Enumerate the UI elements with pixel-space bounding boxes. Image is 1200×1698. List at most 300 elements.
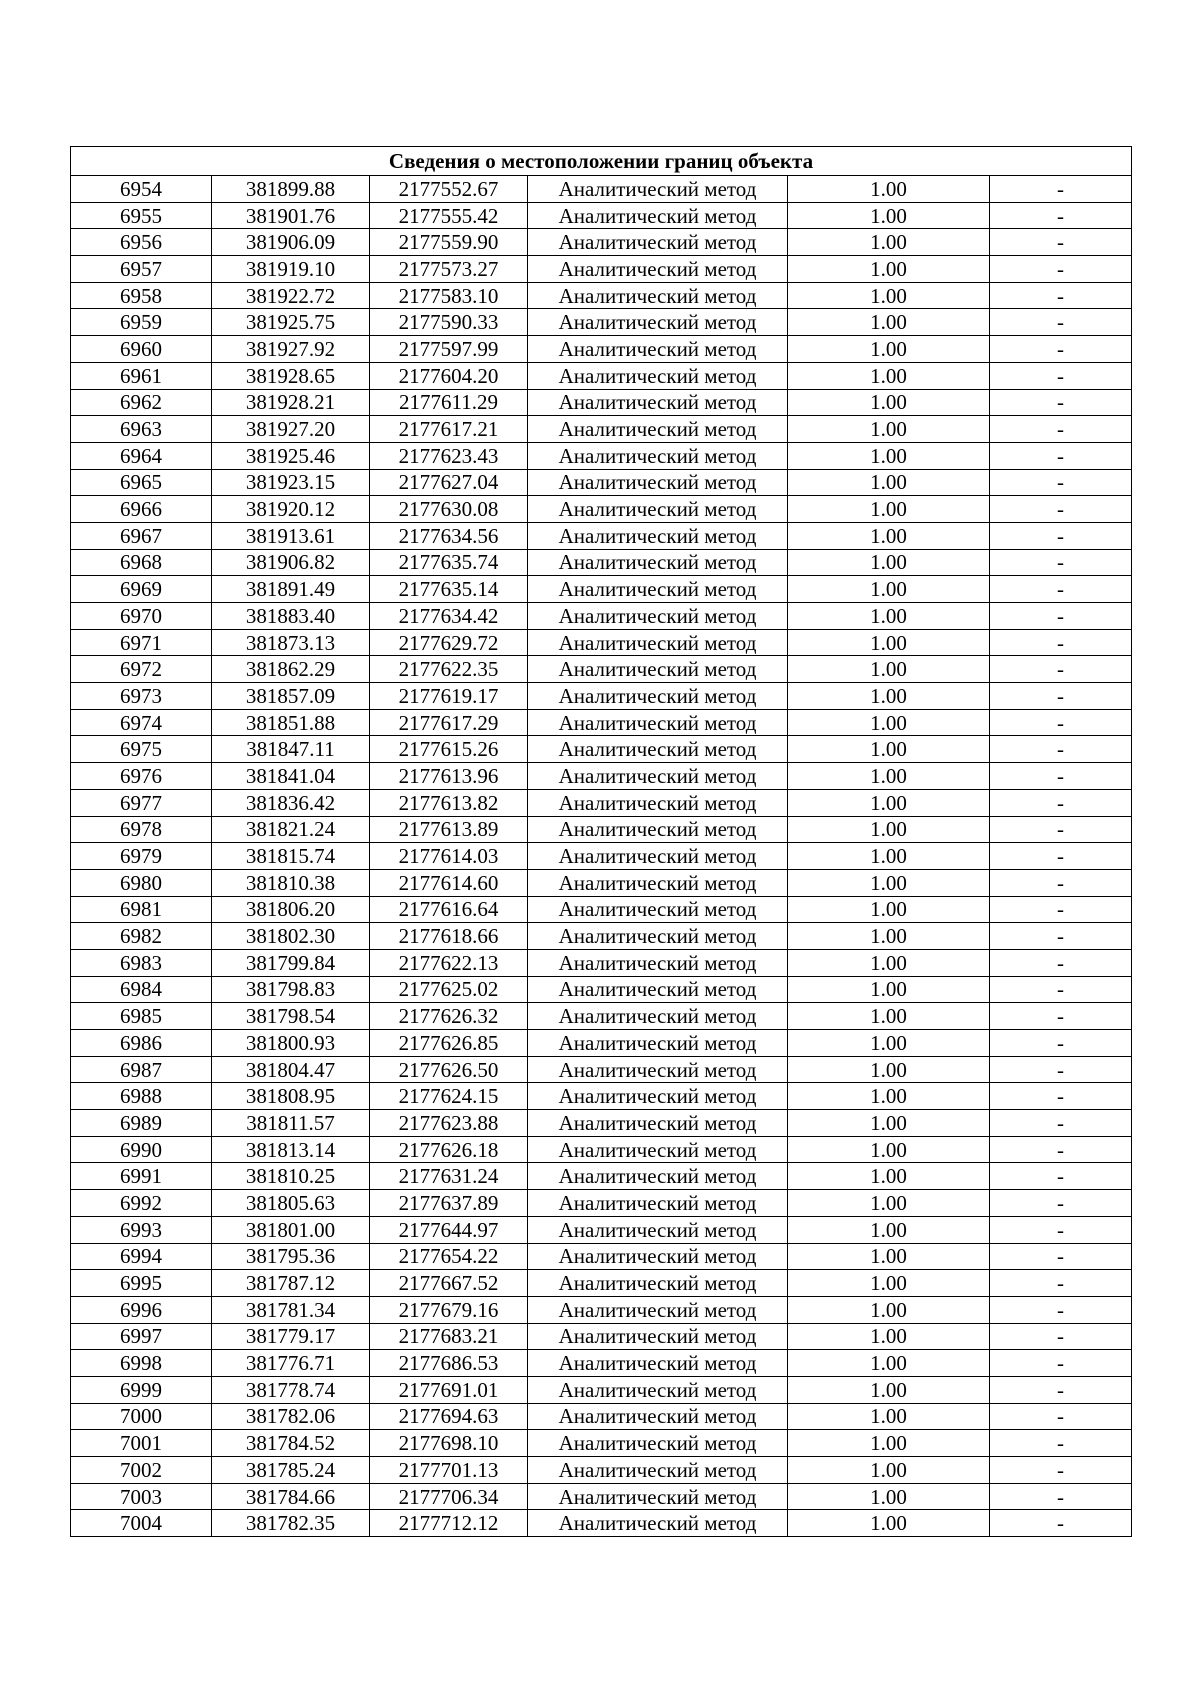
- determination-method-cell: Аналитический метод: [528, 1163, 788, 1190]
- description-cell: -: [990, 896, 1132, 923]
- point-number-cell: 6999: [71, 1376, 212, 1403]
- x-coordinate-cell: 381925.75: [212, 309, 370, 336]
- point-number-cell: 6990: [71, 1136, 212, 1163]
- accuracy-cell: 1.00: [788, 1457, 990, 1484]
- y-coordinate-cell: 2177654.22: [370, 1243, 528, 1270]
- accuracy-cell: 1.00: [788, 1030, 990, 1057]
- y-coordinate-cell: 2177683.21: [370, 1323, 528, 1350]
- point-number-cell: 6980: [71, 869, 212, 896]
- description-cell: -: [990, 576, 1132, 603]
- y-coordinate-cell: 2177555.42: [370, 202, 528, 229]
- accuracy-cell: 1.00: [788, 949, 990, 976]
- y-coordinate-cell: 2177552.67: [370, 176, 528, 203]
- point-number-cell: 6981: [71, 896, 212, 923]
- determination-method-cell: Аналитический метод: [528, 1190, 788, 1217]
- y-coordinate-cell: 2177614.60: [370, 869, 528, 896]
- description-cell: -: [990, 656, 1132, 683]
- y-coordinate-cell: 2177635.14: [370, 576, 528, 603]
- x-coordinate-cell: 381928.65: [212, 362, 370, 389]
- x-coordinate-cell: 381776.71: [212, 1350, 370, 1377]
- determination-method-cell: Аналитический метод: [528, 176, 788, 203]
- y-coordinate-cell: 2177667.52: [370, 1270, 528, 1297]
- table-title: Сведения о местоположении границ объекта: [71, 147, 1132, 176]
- determination-method-cell: Аналитический метод: [528, 1003, 788, 1030]
- x-coordinate-cell: 381847.11: [212, 736, 370, 763]
- description-cell: -: [990, 522, 1132, 549]
- x-coordinate-cell: 381795.36: [212, 1243, 370, 1270]
- x-coordinate-cell: 381798.54: [212, 1003, 370, 1030]
- y-coordinate-cell: 2177617.29: [370, 709, 528, 736]
- determination-method-cell: Аналитический метод: [528, 1323, 788, 1350]
- description-cell: -: [990, 309, 1132, 336]
- accuracy-cell: 1.00: [788, 389, 990, 416]
- accuracy-cell: 1.00: [788, 176, 990, 203]
- y-coordinate-cell: 2177634.56: [370, 522, 528, 549]
- table-row: [71, 1003, 1132, 1030]
- determination-method-cell: Аналитический метод: [528, 496, 788, 523]
- x-coordinate-cell: 381802.30: [212, 923, 370, 950]
- accuracy-cell: 1.00: [788, 442, 990, 469]
- table-row: [71, 949, 1132, 976]
- accuracy-cell: 1.00: [788, 416, 990, 443]
- determination-method-cell: Аналитический метод: [528, 202, 788, 229]
- x-coordinate-cell: 381801.00: [212, 1216, 370, 1243]
- accuracy-cell: 1.00: [788, 1323, 990, 1350]
- x-coordinate-cell: 381813.14: [212, 1136, 370, 1163]
- point-number-cell: 6976: [71, 763, 212, 790]
- table-row: [71, 816, 1132, 843]
- determination-method-cell: Аналитический метод: [528, 389, 788, 416]
- table-row: [71, 736, 1132, 763]
- accuracy-cell: 1.00: [788, 843, 990, 870]
- point-number-cell: 6985: [71, 1003, 212, 1030]
- accuracy-cell: 1.00: [788, 976, 990, 1003]
- table-row: [71, 362, 1132, 389]
- accuracy-cell: 1.00: [788, 202, 990, 229]
- accuracy-cell: 1.00: [788, 1403, 990, 1430]
- determination-method-cell: Аналитический метод: [528, 656, 788, 683]
- y-coordinate-cell: 2177613.89: [370, 816, 528, 843]
- table-row: [71, 282, 1132, 309]
- point-number-cell: 6974: [71, 709, 212, 736]
- table-row: [71, 1190, 1132, 1217]
- point-number-cell: 6956: [71, 229, 212, 256]
- point-number-cell: 6983: [71, 949, 212, 976]
- accuracy-cell: 1.00: [788, 496, 990, 523]
- accuracy-cell: 1.00: [788, 1483, 990, 1510]
- accuracy-cell: 1.00: [788, 763, 990, 790]
- determination-method-cell: Аналитический метод: [528, 896, 788, 923]
- determination-method-cell: Аналитический метод: [528, 1270, 788, 1297]
- determination-method-cell: Аналитический метод: [528, 1030, 788, 1057]
- x-coordinate-cell: 381841.04: [212, 763, 370, 790]
- determination-method-cell: Аналитический метод: [528, 336, 788, 363]
- accuracy-cell: 1.00: [788, 362, 990, 389]
- description-cell: -: [990, 389, 1132, 416]
- table-row: [71, 1270, 1132, 1297]
- description-cell: -: [990, 469, 1132, 496]
- point-number-cell: 6970: [71, 603, 212, 630]
- accuracy-cell: 1.00: [788, 229, 990, 256]
- table-row: [71, 1030, 1132, 1057]
- table-row: [71, 176, 1132, 203]
- description-cell: -: [990, 1110, 1132, 1137]
- y-coordinate-cell: 2177617.21: [370, 416, 528, 443]
- description-cell: -: [990, 336, 1132, 363]
- accuracy-cell: 1.00: [788, 1510, 990, 1537]
- table-row: [71, 789, 1132, 816]
- table-row: [71, 1457, 1132, 1484]
- determination-method-cell: Аналитический метод: [528, 549, 788, 576]
- y-coordinate-cell: 2177627.04: [370, 469, 528, 496]
- table-row: [71, 709, 1132, 736]
- description-cell: -: [990, 496, 1132, 523]
- description-cell: -: [990, 1003, 1132, 1030]
- point-number-cell: 6977: [71, 789, 212, 816]
- description-cell: -: [990, 949, 1132, 976]
- accuracy-cell: 1.00: [788, 1136, 990, 1163]
- table-row: [71, 522, 1132, 549]
- determination-method-cell: Аналитический метод: [528, 1083, 788, 1110]
- accuracy-cell: 1.00: [788, 336, 990, 363]
- y-coordinate-cell: 2177626.50: [370, 1056, 528, 1083]
- description-cell: -: [990, 603, 1132, 630]
- point-number-cell: 6959: [71, 309, 212, 336]
- description-cell: -: [990, 1243, 1132, 1270]
- description-cell: -: [990, 976, 1132, 1003]
- determination-method-cell: Аналитический метод: [528, 709, 788, 736]
- description-cell: -: [990, 1216, 1132, 1243]
- x-coordinate-cell: 381782.35: [212, 1510, 370, 1537]
- accuracy-cell: 1.00: [788, 1003, 990, 1030]
- determination-method-cell: Аналитический метод: [528, 1056, 788, 1083]
- table-row: [71, 843, 1132, 870]
- point-number-cell: 6969: [71, 576, 212, 603]
- table-row: [71, 1483, 1132, 1510]
- x-coordinate-cell: 381913.61: [212, 522, 370, 549]
- point-number-cell: 6997: [71, 1323, 212, 1350]
- x-coordinate-cell: 381810.25: [212, 1163, 370, 1190]
- determination-method-cell: Аналитический метод: [528, 416, 788, 443]
- table-title-row: [71, 147, 1132, 176]
- point-number-cell: 6961: [71, 362, 212, 389]
- description-cell: -: [990, 202, 1132, 229]
- y-coordinate-cell: 2177701.13: [370, 1457, 528, 1484]
- x-coordinate-cell: 381782.06: [212, 1403, 370, 1430]
- table-row: [71, 496, 1132, 523]
- x-coordinate-cell: 381901.76: [212, 202, 370, 229]
- x-coordinate-cell: 381784.52: [212, 1430, 370, 1457]
- table-row: [71, 202, 1132, 229]
- accuracy-cell: 1.00: [788, 1270, 990, 1297]
- point-number-cell: 6954: [71, 176, 212, 203]
- table-row: [71, 1323, 1132, 1350]
- determination-method-cell: Аналитический метод: [528, 629, 788, 656]
- x-coordinate-cell: 381804.47: [212, 1056, 370, 1083]
- point-number-cell: 6987: [71, 1056, 212, 1083]
- y-coordinate-cell: 2177626.85: [370, 1030, 528, 1057]
- accuracy-cell: 1.00: [788, 1163, 990, 1190]
- y-coordinate-cell: 2177631.24: [370, 1163, 528, 1190]
- point-number-cell: 6971: [71, 629, 212, 656]
- accuracy-cell: 1.00: [788, 1216, 990, 1243]
- x-coordinate-cell: 381891.49: [212, 576, 370, 603]
- point-number-cell: 6963: [71, 416, 212, 443]
- accuracy-cell: 1.00: [788, 1110, 990, 1137]
- x-coordinate-cell: 381787.12: [212, 1270, 370, 1297]
- point-number-cell: 6995: [71, 1270, 212, 1297]
- accuracy-cell: 1.00: [788, 1056, 990, 1083]
- table-row: [71, 576, 1132, 603]
- x-coordinate-cell: 381927.92: [212, 336, 370, 363]
- table-row: [71, 656, 1132, 683]
- y-coordinate-cell: 2177613.96: [370, 763, 528, 790]
- description-cell: -: [990, 256, 1132, 283]
- x-coordinate-cell: 381800.93: [212, 1030, 370, 1057]
- determination-method-cell: Аналитический метод: [528, 683, 788, 710]
- y-coordinate-cell: 2177644.97: [370, 1216, 528, 1243]
- accuracy-cell: 1.00: [788, 1296, 990, 1323]
- description-cell: -: [990, 1030, 1132, 1057]
- point-number-cell: 6962: [71, 389, 212, 416]
- description-cell: -: [990, 816, 1132, 843]
- accuracy-cell: 1.00: [788, 522, 990, 549]
- table-row: [71, 549, 1132, 576]
- x-coordinate-cell: 381811.57: [212, 1110, 370, 1137]
- table-row: [71, 336, 1132, 363]
- determination-method-cell: Аналитический метод: [528, 923, 788, 950]
- table-row: [71, 869, 1132, 896]
- table-row: [71, 442, 1132, 469]
- determination-method-cell: Аналитический метод: [528, 1510, 788, 1537]
- table-row: [71, 1056, 1132, 1083]
- accuracy-cell: 1.00: [788, 576, 990, 603]
- determination-method-cell: Аналитический метод: [528, 789, 788, 816]
- point-number-cell: 6998: [71, 1350, 212, 1377]
- description-cell: -: [990, 1483, 1132, 1510]
- table-row: [71, 389, 1132, 416]
- y-coordinate-cell: 2177611.29: [370, 389, 528, 416]
- table-row: [71, 229, 1132, 256]
- table-row: [71, 1163, 1132, 1190]
- point-number-cell: 6989: [71, 1110, 212, 1137]
- determination-method-cell: Аналитический метод: [528, 1243, 788, 1270]
- y-coordinate-cell: 2177583.10: [370, 282, 528, 309]
- accuracy-cell: 1.00: [788, 1243, 990, 1270]
- x-coordinate-cell: 381821.24: [212, 816, 370, 843]
- x-coordinate-cell: 381836.42: [212, 789, 370, 816]
- y-coordinate-cell: 2177694.63: [370, 1403, 528, 1430]
- table-body: [71, 147, 1132, 1537]
- point-number-cell: 6988: [71, 1083, 212, 1110]
- point-number-cell: 6996: [71, 1296, 212, 1323]
- point-number-cell: 7002: [71, 1457, 212, 1484]
- determination-method-cell: Аналитический метод: [528, 362, 788, 389]
- point-number-cell: 7004: [71, 1510, 212, 1537]
- point-number-cell: 6982: [71, 923, 212, 950]
- description-cell: -: [990, 683, 1132, 710]
- description-cell: -: [990, 1270, 1132, 1297]
- y-coordinate-cell: 2177590.33: [370, 309, 528, 336]
- point-number-cell: 6991: [71, 1163, 212, 1190]
- y-coordinate-cell: 2177635.74: [370, 549, 528, 576]
- determination-method-cell: Аналитический метод: [528, 869, 788, 896]
- x-coordinate-cell: 381862.29: [212, 656, 370, 683]
- point-number-cell: 6986: [71, 1030, 212, 1057]
- x-coordinate-cell: 381920.12: [212, 496, 370, 523]
- determination-method-cell: Аналитический метод: [528, 576, 788, 603]
- determination-method-cell: Аналитический метод: [528, 1376, 788, 1403]
- y-coordinate-cell: 2177626.18: [370, 1136, 528, 1163]
- x-coordinate-cell: 381906.82: [212, 549, 370, 576]
- determination-method-cell: Аналитический метод: [528, 1136, 788, 1163]
- y-coordinate-cell: 2177625.02: [370, 976, 528, 1003]
- y-coordinate-cell: 2177634.42: [370, 603, 528, 630]
- table-row: [71, 976, 1132, 1003]
- y-coordinate-cell: 2177706.34: [370, 1483, 528, 1510]
- accuracy-cell: 1.00: [788, 709, 990, 736]
- accuracy-cell: 1.00: [788, 603, 990, 630]
- table-row: [71, 923, 1132, 950]
- y-coordinate-cell: 2177623.43: [370, 442, 528, 469]
- y-coordinate-cell: 2177679.16: [370, 1296, 528, 1323]
- determination-method-cell: Аналитический метод: [528, 1296, 788, 1323]
- y-coordinate-cell: 2177619.17: [370, 683, 528, 710]
- description-cell: -: [990, 709, 1132, 736]
- determination-method-cell: Аналитический метод: [528, 1457, 788, 1484]
- accuracy-cell: 1.00: [788, 656, 990, 683]
- point-number-cell: 6975: [71, 736, 212, 763]
- table-row: [71, 629, 1132, 656]
- table-row: [71, 1296, 1132, 1323]
- accuracy-cell: 1.00: [788, 923, 990, 950]
- accuracy-cell: 1.00: [788, 469, 990, 496]
- determination-method-cell: Аналитический метод: [528, 976, 788, 1003]
- x-coordinate-cell: 381923.15: [212, 469, 370, 496]
- description-cell: -: [990, 1296, 1132, 1323]
- x-coordinate-cell: 381919.10: [212, 256, 370, 283]
- x-coordinate-cell: 381857.09: [212, 683, 370, 710]
- y-coordinate-cell: 2177712.12: [370, 1510, 528, 1537]
- point-number-cell: 6968: [71, 549, 212, 576]
- point-number-cell: 6972: [71, 656, 212, 683]
- accuracy-cell: 1.00: [788, 896, 990, 923]
- description-cell: -: [990, 229, 1132, 256]
- determination-method-cell: Аналитический метод: [528, 522, 788, 549]
- x-coordinate-cell: 381873.13: [212, 629, 370, 656]
- table-row: [71, 1376, 1132, 1403]
- description-cell: -: [990, 1323, 1132, 1350]
- point-number-cell: 6957: [71, 256, 212, 283]
- table-row: [71, 416, 1132, 443]
- y-coordinate-cell: 2177614.03: [370, 843, 528, 870]
- description-cell: -: [990, 869, 1132, 896]
- table-row: [71, 896, 1132, 923]
- y-coordinate-cell: 2177615.26: [370, 736, 528, 763]
- table-row: [71, 1243, 1132, 1270]
- x-coordinate-cell: 381906.09: [212, 229, 370, 256]
- accuracy-cell: 1.00: [788, 1350, 990, 1377]
- point-number-cell: 6978: [71, 816, 212, 843]
- determination-method-cell: Аналитический метод: [528, 469, 788, 496]
- determination-method-cell: Аналитический метод: [528, 843, 788, 870]
- description-cell: -: [990, 549, 1132, 576]
- determination-method-cell: Аналитический метод: [528, 442, 788, 469]
- y-coordinate-cell: 2177624.15: [370, 1083, 528, 1110]
- description-cell: -: [990, 1457, 1132, 1484]
- point-number-cell: 7000: [71, 1403, 212, 1430]
- description-cell: -: [990, 416, 1132, 443]
- point-number-cell: 6994: [71, 1243, 212, 1270]
- determination-method-cell: Аналитический метод: [528, 1430, 788, 1457]
- table-row: [71, 1136, 1132, 1163]
- x-coordinate-cell: 381925.46: [212, 442, 370, 469]
- accuracy-cell: 1.00: [788, 736, 990, 763]
- determination-method-cell: Аналитический метод: [528, 1403, 788, 1430]
- y-coordinate-cell: 2177626.32: [370, 1003, 528, 1030]
- x-coordinate-cell: 381899.88: [212, 176, 370, 203]
- point-number-cell: 7003: [71, 1483, 212, 1510]
- point-number-cell: 6958: [71, 282, 212, 309]
- x-coordinate-cell: 381805.63: [212, 1190, 370, 1217]
- point-number-cell: 6960: [71, 336, 212, 363]
- description-cell: -: [990, 176, 1132, 203]
- description-cell: -: [990, 1163, 1132, 1190]
- accuracy-cell: 1.00: [788, 789, 990, 816]
- x-coordinate-cell: 381928.21: [212, 389, 370, 416]
- y-coordinate-cell: 2177637.89: [370, 1190, 528, 1217]
- determination-method-cell: Аналитический метод: [528, 949, 788, 976]
- accuracy-cell: 1.00: [788, 256, 990, 283]
- description-cell: -: [990, 1136, 1132, 1163]
- table-row: [71, 1110, 1132, 1137]
- point-number-cell: 6955: [71, 202, 212, 229]
- y-coordinate-cell: 2177629.72: [370, 629, 528, 656]
- table-row: [71, 763, 1132, 790]
- x-coordinate-cell: 381808.95: [212, 1083, 370, 1110]
- point-number-cell: 6992: [71, 1190, 212, 1217]
- point-number-cell: 6967: [71, 522, 212, 549]
- point-number-cell: 6984: [71, 976, 212, 1003]
- determination-method-cell: Аналитический метод: [528, 282, 788, 309]
- description-cell: -: [990, 1350, 1132, 1377]
- x-coordinate-cell: 381806.20: [212, 896, 370, 923]
- x-coordinate-cell: 381815.74: [212, 843, 370, 870]
- x-coordinate-cell: 381785.24: [212, 1457, 370, 1484]
- accuracy-cell: 1.00: [788, 683, 990, 710]
- y-coordinate-cell: 2177686.53: [370, 1350, 528, 1377]
- x-coordinate-cell: 381778.74: [212, 1376, 370, 1403]
- x-coordinate-cell: 381784.66: [212, 1483, 370, 1510]
- x-coordinate-cell: 381779.17: [212, 1323, 370, 1350]
- description-cell: -: [990, 1403, 1132, 1430]
- x-coordinate-cell: 381810.38: [212, 869, 370, 896]
- description-cell: -: [990, 789, 1132, 816]
- y-coordinate-cell: 2177597.99: [370, 336, 528, 363]
- table-row: [71, 309, 1132, 336]
- x-coordinate-cell: 381781.34: [212, 1296, 370, 1323]
- description-cell: -: [990, 923, 1132, 950]
- description-cell: -: [990, 1430, 1132, 1457]
- y-coordinate-cell: 2177559.90: [370, 229, 528, 256]
- accuracy-cell: 1.00: [788, 1430, 990, 1457]
- table-row: [71, 1083, 1132, 1110]
- point-number-cell: 6973: [71, 683, 212, 710]
- y-coordinate-cell: 2177698.10: [370, 1430, 528, 1457]
- description-cell: -: [990, 1083, 1132, 1110]
- accuracy-cell: 1.00: [788, 869, 990, 896]
- boundary-coordinates-table: [70, 146, 1132, 1537]
